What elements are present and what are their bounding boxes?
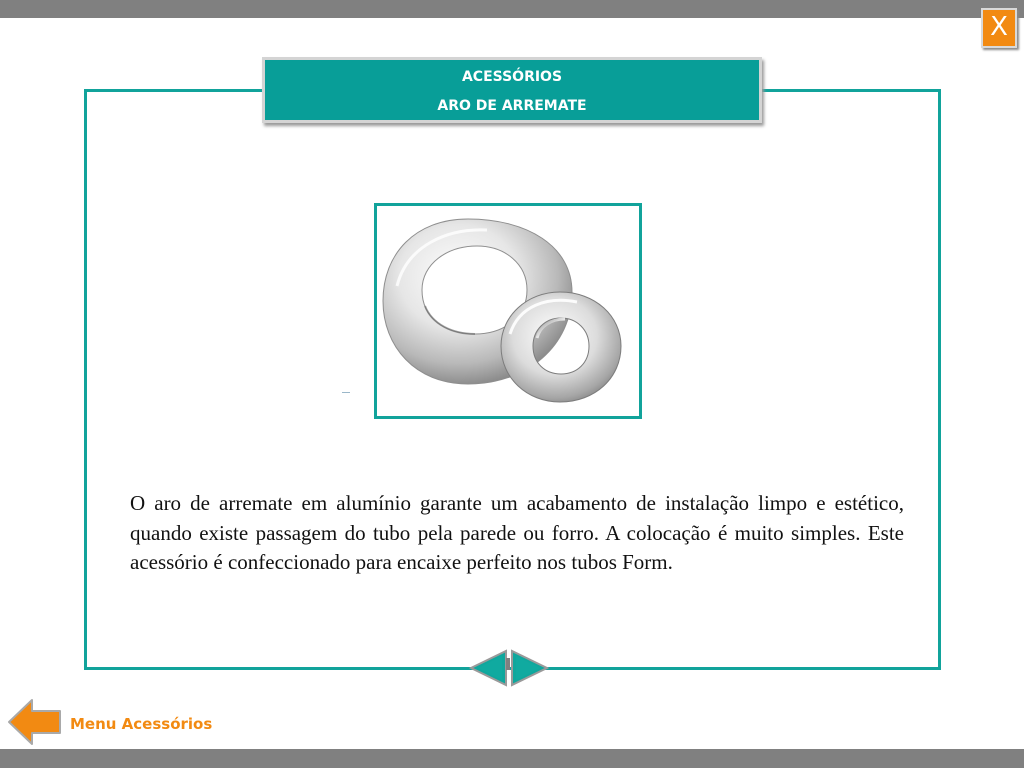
page-title: ARO DE ARREMATE	[437, 98, 587, 114]
product-description: O aro de arremate em alumínio garante um acabamento de instalação limpo e estético, quando existe passagem do tubo pela parede ou forro. A colocação é muito simples. Este acessório é confeccionado para encaixe perfeito nos tubos Form.	[130, 491, 904, 574]
decorative-dash	[342, 392, 350, 393]
menu-accessories-link[interactable]: Menu Acessórios	[70, 715, 213, 733]
previous-page-button[interactable]	[468, 649, 508, 687]
section-category: ACESSÓRIOS	[461, 69, 563, 85]
bottom-bar	[0, 749, 1024, 768]
back-menu-button[interactable]	[6, 697, 64, 747]
aluminum-rings-image	[377, 206, 639, 416]
triangle-left-icon	[468, 649, 508, 687]
top-bar	[0, 0, 1024, 18]
close-button[interactable]: X	[981, 8, 1017, 48]
triangle-right-icon	[510, 649, 550, 687]
title-banner	[262, 57, 762, 123]
next-page-button[interactable]	[510, 649, 550, 687]
product-photo	[374, 203, 642, 419]
arrow-left-icon	[6, 697, 64, 747]
